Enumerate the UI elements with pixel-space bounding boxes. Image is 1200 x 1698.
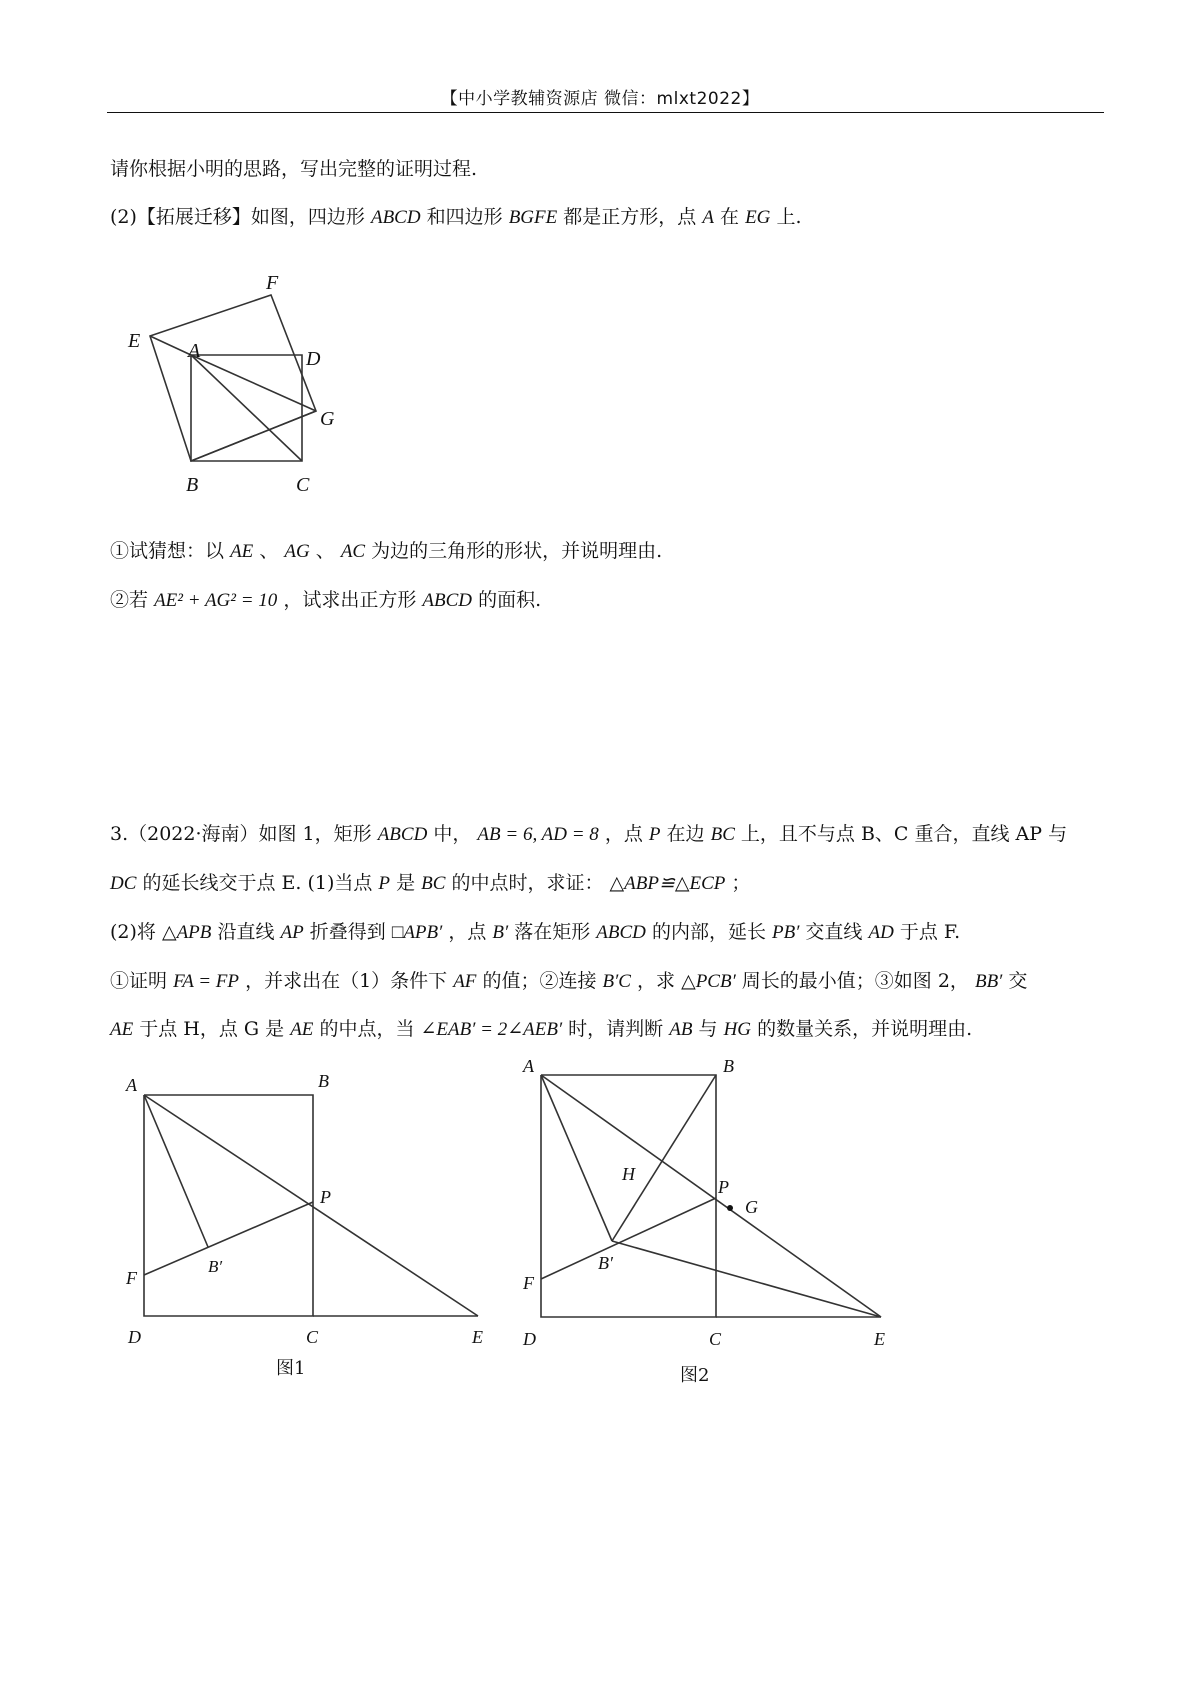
segment-b-prime-e xyxy=(612,1241,881,1317)
p3-l4-bbp: BB′ xyxy=(974,971,1003,992)
fig1-label-e: E xyxy=(472,1327,483,1347)
p3-l2-p: P xyxy=(378,873,391,894)
p3-l2-bc: BC xyxy=(421,873,446,894)
p3-l4-mid2: 的值；②连接 xyxy=(482,970,597,992)
p3-l3-apbp: □APB′ xyxy=(391,922,443,943)
p3-l1-mid2: ，点 xyxy=(604,823,643,845)
p3-l2-mid3: 的中点时，求证： xyxy=(451,872,604,894)
q2-prefix: ②若 xyxy=(110,589,149,611)
p2-line2-eg: EG xyxy=(745,207,771,228)
p3-l2-mid2: 是 xyxy=(396,872,416,894)
p3-l4-pcbp: △PCB′ xyxy=(681,971,736,992)
p2-question2 xyxy=(110,588,1110,613)
p3-l4-end: 交 xyxy=(1008,970,1028,992)
fig2-label-bprime: B′ xyxy=(598,1253,613,1273)
fig1-label-a: A xyxy=(126,1075,137,1095)
p2-question1 xyxy=(110,539,1110,564)
p3-l4-af: AF xyxy=(453,971,477,992)
p2-line2-mid3: 在 xyxy=(720,206,740,228)
p2-line1: 请你根据小明的思路，写出完整的证明过程. xyxy=(110,158,478,180)
p3-line2 xyxy=(110,871,1110,896)
fig2-label-p: P xyxy=(718,1177,729,1197)
p3-l5-end: 的数量关系，并说明理由. xyxy=(757,1018,973,1040)
fig2-label-e: E xyxy=(874,1329,885,1349)
p3-line1 xyxy=(110,822,1110,847)
label-g: G xyxy=(320,408,335,430)
p3-l4-mid3: ，求 xyxy=(637,970,676,992)
p3-l3-mid: 沿直线 xyxy=(217,921,275,943)
fig1-label-d: D xyxy=(128,1327,141,1347)
p3-l5-mid3: 时，请判断 xyxy=(568,1018,664,1040)
page-header: 【中小学教辅资源店 微信：mlxt2022】 xyxy=(440,89,760,109)
label-f: F xyxy=(266,272,279,294)
q2-end: 的面积. xyxy=(478,589,542,611)
figure-1 xyxy=(120,1065,500,1385)
rect-abcd-2 xyxy=(541,1075,716,1317)
p3-l5-mid4: 与 xyxy=(698,1018,718,1040)
q1-prefix: ①试猜想：以 xyxy=(110,540,225,562)
p3-l5-hg: HG xyxy=(723,1019,752,1040)
p3-l4-prefix: ①证明 xyxy=(110,970,168,992)
p3-l3-mid6: 交直线 xyxy=(805,921,863,943)
fig1-label-f: F xyxy=(126,1268,137,1288)
p3-l5-mid: 于点 H，点 G 是 xyxy=(139,1018,285,1040)
p2-line2-mid2: 都是正方形，点 xyxy=(563,206,697,228)
label-b: B xyxy=(186,474,199,496)
fig2-label-g: G xyxy=(745,1197,758,1217)
p3-l3-apb: △APB xyxy=(161,922,212,943)
p3-line4 xyxy=(110,969,1110,994)
p3-l3-ap: AP xyxy=(280,922,304,943)
p3-l1-prefix: 3.（2022·海南）如图 1，矩形 xyxy=(110,823,372,845)
p3-l4-fa-fp: FA = FP xyxy=(173,971,240,992)
fig2-label-h: H xyxy=(622,1164,635,1184)
fig2-label-c: C xyxy=(709,1329,722,1349)
p3-l3-abcd: ABCD xyxy=(596,922,646,943)
label-d: D xyxy=(306,348,321,370)
segment-bb-prime xyxy=(612,1075,716,1241)
fig2-label-f: F xyxy=(523,1273,534,1293)
fig1-label-c: C xyxy=(306,1327,319,1347)
p3-l3-mid2: 折叠得到 xyxy=(309,921,386,943)
p2-line2-mid: 和四边形 xyxy=(426,206,503,228)
p3-l1-p: P xyxy=(648,824,661,845)
p3-l5-ae: AE xyxy=(110,1019,134,1040)
p2-line2-prefix: (2)【拓展迁移】如图，四边形 xyxy=(110,206,365,228)
label-a: A xyxy=(188,340,201,362)
q1-ae: AE xyxy=(230,541,254,562)
p3-l1-end: 上，且不与点 B、C 重合，直线 AP 与 xyxy=(740,823,1068,845)
segment-bg xyxy=(191,411,316,461)
fig1-label-bprime: B′ xyxy=(208,1257,223,1276)
q1-sep1: 、 xyxy=(259,540,279,562)
fig1-label-p: P xyxy=(320,1187,331,1207)
segment-fp-2 xyxy=(541,1198,716,1279)
p3-l1-lengths: AB = 6, AD = 8 xyxy=(477,824,599,845)
square-bgfe xyxy=(150,295,316,461)
p3-l2-end: ； xyxy=(731,872,751,894)
fig2-label-b: B xyxy=(723,1056,734,1076)
p3-l1-mid3: 在边 xyxy=(666,823,705,845)
p3-l3-bp: B′ xyxy=(492,922,509,943)
fig2-label-a: A xyxy=(523,1056,534,1076)
p3-l2-mid: 的延长线交于点 E. (1)当点 xyxy=(142,872,373,894)
p2-line2 xyxy=(110,205,1110,230)
fig2-caption: 图2 xyxy=(680,1365,710,1386)
q2-mid: ，试求出正方形 xyxy=(283,589,417,611)
p3-l3-end: 于点 F. xyxy=(899,921,961,943)
segment-ab-prime xyxy=(144,1095,208,1247)
p3-l5-ae2: AE xyxy=(290,1019,314,1040)
p3-l1-bc: BC xyxy=(710,824,735,845)
q2-equation: AE² + AG² = 10 xyxy=(154,590,278,611)
segment-ea xyxy=(150,336,191,355)
fig1-label-b: B xyxy=(318,1071,329,1091)
p2-line2-bgfe: BGFE xyxy=(508,207,558,228)
figure-2 xyxy=(520,1055,920,1395)
p3-l1-mid: 中， xyxy=(433,823,472,845)
p3-l5-angle: ∠EAB′ = 2∠AEB′ xyxy=(420,1019,563,1040)
p3-line5 xyxy=(110,1017,1110,1042)
p3-l2-congruence: △ABP≌△ECP xyxy=(609,873,726,894)
p3-l5-ab: AB xyxy=(669,1019,693,1040)
p3-l1-abcd: ABCD xyxy=(377,824,428,845)
p3-l3-ad: AD xyxy=(868,922,894,943)
point-g xyxy=(727,1205,733,1211)
p3-l4-mid: ，并求出在（1）条件下 xyxy=(245,970,448,992)
p3-l4-bpc: B′C xyxy=(602,971,631,992)
fig1-caption: 图1 xyxy=(276,1358,306,1379)
figure-squares xyxy=(120,265,350,505)
label-e: E xyxy=(128,330,141,352)
p3-l4-mid4: 周长的最小值；③如图 2， xyxy=(741,970,969,992)
segment-fp xyxy=(144,1202,313,1275)
p3-l3-mid4: 落在矩形 xyxy=(514,921,591,943)
q1-ag: AG xyxy=(284,541,310,562)
p3-l3-mid3: ，点 xyxy=(448,921,487,943)
rect-abcd xyxy=(144,1095,313,1316)
p3-l2-dc: DC xyxy=(110,873,137,894)
q2-abcd: ABCD xyxy=(422,590,473,611)
p3-l3-prefix: (2)将 xyxy=(110,921,156,943)
label-c: C xyxy=(296,474,310,496)
p2-line2-end: 上. xyxy=(776,206,802,228)
segment-ac xyxy=(191,355,302,461)
p3-l5-mid2: 的中点，当 xyxy=(319,1018,415,1040)
q1-end: 为边的三角形的形状，并说明理由. xyxy=(371,540,663,562)
p3-l3-pbp: PB′ xyxy=(772,922,800,943)
header-rule xyxy=(107,112,1104,113)
p2-line2-a: A xyxy=(702,207,714,228)
q1-sep2: 、 xyxy=(315,540,335,562)
fig2-label-d: D xyxy=(523,1329,536,1349)
q1-ac: AC xyxy=(340,541,366,562)
p2-line2-abcd: ABCD xyxy=(370,207,421,228)
p3-line3 xyxy=(110,920,1110,945)
p3-l3-mid5: 的内部，延长 xyxy=(651,921,766,943)
line-ae xyxy=(144,1095,478,1316)
